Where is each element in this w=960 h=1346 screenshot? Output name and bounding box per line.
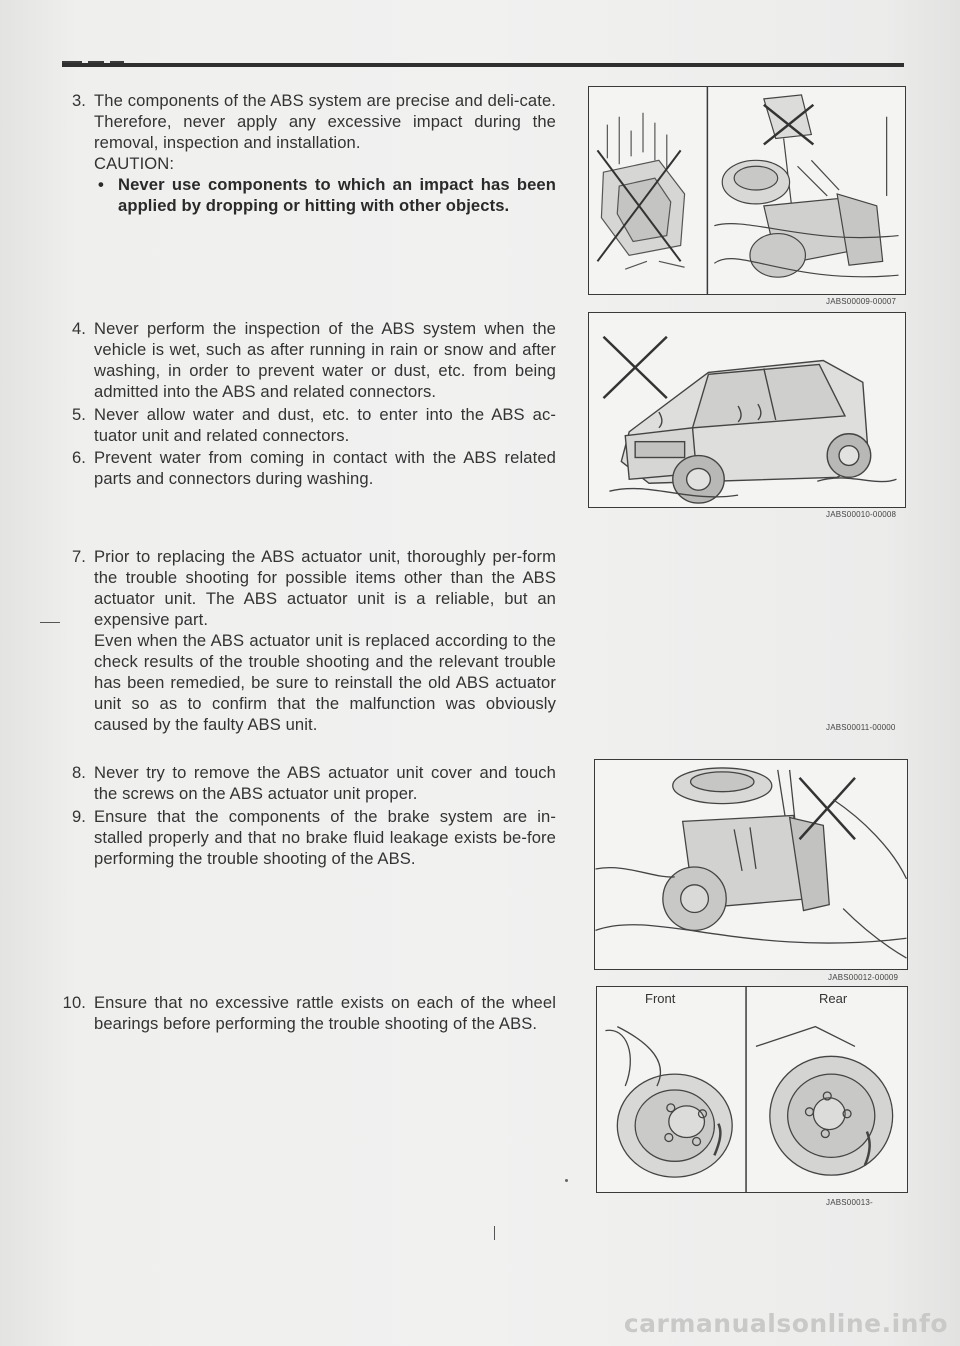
item-body: [94, 806, 556, 869]
caution-bullet: [94, 174, 556, 216]
header-rule: [62, 63, 904, 67]
page-tick: [494, 1226, 495, 1240]
figure-wet-vehicle: [588, 312, 906, 508]
list-item-6: [50, 447, 560, 491]
bullet-icon: •: [98, 175, 104, 194]
list-item-9: [50, 806, 560, 872]
actuator-cover-icon: [595, 760, 907, 969]
list-item-4: [50, 318, 560, 404]
front-label: Front: [645, 991, 676, 1006]
item-number: 4.: [71, 319, 86, 338]
list-item-3: [50, 90, 560, 220]
list-item-7: [50, 546, 560, 734]
figure-code: JABS00010-00008: [826, 510, 897, 519]
watermark-text: carmanualsonline.info: [623, 1309, 948, 1338]
wet-vehicle-icon: [589, 313, 905, 507]
figure-code: JABS00011-00000: [826, 723, 896, 732]
item-number: 10.: [62, 993, 86, 1012]
item-paragraph: Never perform the inspection of the ABS system when the vehicle is wet, such as after running in rain or snow and after washing, in order to prevent water or dust, etc. from being admitted into the ABS and related connectors.: [94, 319, 556, 401]
item-paragraph: Ensure that no excessive rattle exists on each of the wheel bearings before performing the trouble shooting of the ABS.: [94, 993, 556, 1033]
item-paragraph: Even when the ABS actuator unit is replaced according to the check results of the trouble shooting and the relevant trouble has been remedied, be sure to reinstall the old ABS actuator unit so as to confirm that the malfunction was obviously caused by the faulty ABS unit.: [94, 631, 556, 734]
caution-text: Never use components to which an impact has been applied by dropping or hitting with other objects.: [118, 175, 556, 215]
item-paragraph: Prevent water from coming in contact with the ABS related parts and connectors during washing.: [94, 448, 556, 488]
item-body: [94, 762, 556, 804]
item-paragraph: Never try to remove the ABS actuator unit cover and touch the screws on the ABS actuator unit proper.: [94, 763, 556, 803]
figure-wheel-bearings: [596, 986, 908, 1193]
item-paragraph: Never allow water and dust, etc. to enter into the ABS ac-tuator unit and related connectors.: [94, 405, 556, 445]
figure-code: JABS00012-00009: [828, 973, 899, 982]
wheel-bearing-icon: [597, 987, 907, 1192]
header-mark: [62, 54, 152, 62]
scan-dot: [565, 1179, 568, 1182]
figure-abs-impact: [588, 86, 906, 295]
item-number: 3.: [71, 91, 86, 110]
list-item-5: [50, 404, 560, 448]
caution-title: CAUTION:: [94, 154, 175, 173]
margin-dash: [40, 622, 60, 623]
abs-actuator-impact-icon: [589, 87, 905, 294]
item-number: 5.: [71, 405, 86, 424]
list-item-8: [50, 762, 560, 806]
item-paragraph: Ensure that the components of the brake system are in-stalled properly and that no brake fluid leakage exists be-fore performing the trouble shooting of the ABS.: [94, 807, 556, 868]
item-body: [94, 318, 556, 402]
item-number: 9.: [71, 807, 86, 826]
rear-label: Rear: [819, 991, 848, 1006]
item-body: [94, 404, 556, 446]
item-number: 6.: [71, 448, 86, 467]
figure-code: JABS00009-00007: [826, 297, 897, 306]
item-number: 7.: [71, 547, 86, 566]
item-paragraph: The components of the ABS system are precise and deli-cate. Therefore, never apply any excessive impact during the removal, inspection and installation.: [94, 91, 556, 152]
item-number: 8.: [71, 763, 86, 782]
figure-code: JABS00013-: [826, 1198, 873, 1207]
item-body: [94, 546, 556, 735]
list-item-10: [50, 992, 560, 1058]
item-body: [94, 992, 556, 1034]
item-paragraph: Prior to replacing the ABS actuator unit, thoroughly per-form the trouble shooting for possible items other than the ABS actuator unit. The ABS actuator unit is a reliable, but an expensive part.: [94, 547, 556, 629]
item-body: [94, 90, 556, 216]
figure-actuator-cover: [594, 759, 908, 970]
item-body: [94, 447, 556, 489]
